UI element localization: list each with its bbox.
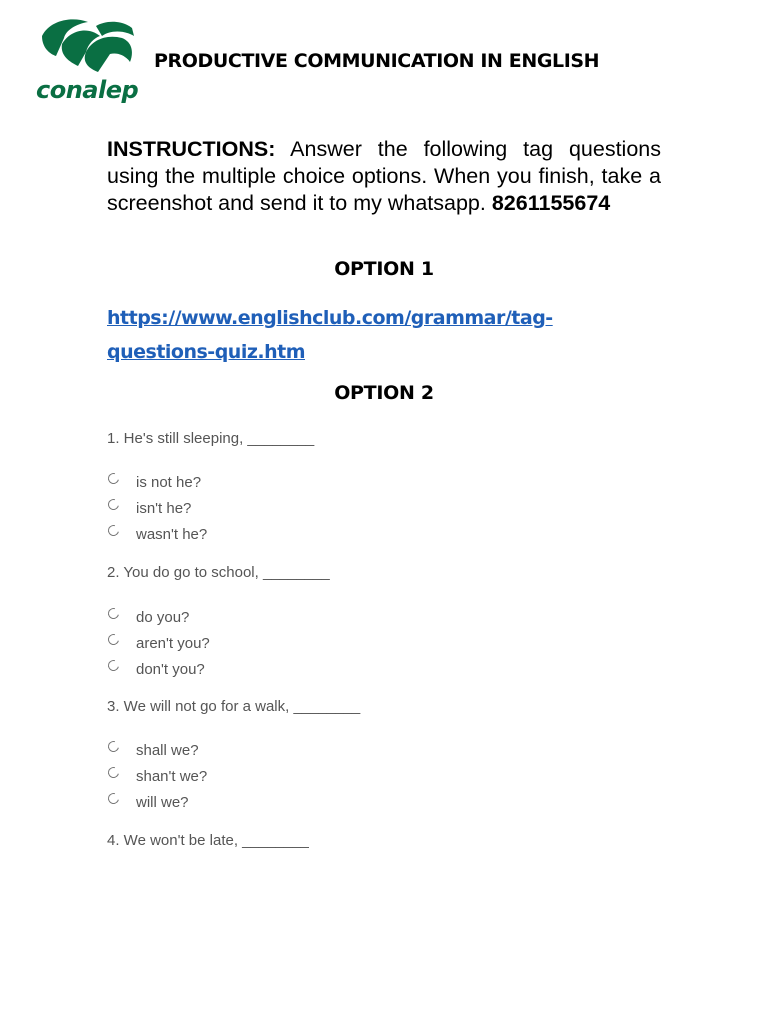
choice-label: shall we? (136, 741, 199, 759)
question-1-choice-2[interactable] (108, 498, 191, 518)
instructions-paragraph (107, 136, 661, 217)
question-1-choice-1[interactable] (108, 472, 201, 492)
question-2-choice-3[interactable] (108, 659, 205, 679)
choice-label: will we? (136, 793, 189, 811)
choice-label: don't you? (136, 660, 205, 678)
logo-wordmark: conalep (36, 76, 139, 104)
choice-label: is not he? (136, 473, 202, 491)
radio-button-icon[interactable] (106, 764, 121, 779)
instructions-text: Answer the following tag questions using the multiple choice options. When you finish, take a screenshot and send it to my whatsapp. (107, 137, 661, 215)
choice-label: wasn't he? (136, 525, 208, 543)
conalep-logo (36, 16, 140, 108)
question-3-choice-1[interactable] (108, 740, 199, 760)
quiz-link[interactable]: https://www.englishclub.com/grammar/tag-questions-quiz.htm (107, 307, 553, 363)
choice-label: shan't we? (136, 767, 208, 785)
radio-button-icon[interactable] (106, 631, 121, 646)
choice-label: isn't he? (136, 499, 192, 517)
radio-button-icon[interactable] (106, 522, 121, 537)
question-1: 1. He's still sleeping, ________ (107, 430, 315, 447)
radio-button-icon[interactable] (106, 496, 121, 511)
radio-button-icon[interactable] (106, 470, 121, 485)
instructions-label: INSTRUCTIONS: (107, 137, 276, 161)
radio-button-icon[interactable] (106, 605, 121, 620)
conalep-emblem-icon (36, 16, 136, 78)
question-2-choice-2[interactable] (108, 633, 210, 653)
question-3: 3. We will not go for a walk, ________ (107, 698, 361, 715)
radio-button-icon[interactable] (106, 738, 121, 753)
choice-label: do you? (136, 608, 190, 626)
option-2-heading: OPTION 2 (334, 382, 434, 404)
document-title: PRODUCTIVE COMMUNICATION IN ENGLISH (154, 50, 600, 72)
question-2: 2. You do go to school, ________ (107, 564, 330, 581)
radio-button-icon[interactable] (106, 657, 121, 672)
question-1-choice-3[interactable] (108, 524, 207, 544)
option-1-heading: OPTION 1 (334, 258, 434, 280)
choice-label: aren't you? (136, 634, 210, 652)
radio-button-icon[interactable] (106, 790, 121, 805)
whatsapp-number: 8261155674 (491, 191, 611, 215)
question-4: 4. We won't be late, ________ (107, 832, 309, 849)
question-3-choice-2[interactable] (108, 766, 207, 786)
question-3-choice-3[interactable] (108, 792, 189, 812)
question-2-choice-1[interactable] (108, 607, 189, 627)
